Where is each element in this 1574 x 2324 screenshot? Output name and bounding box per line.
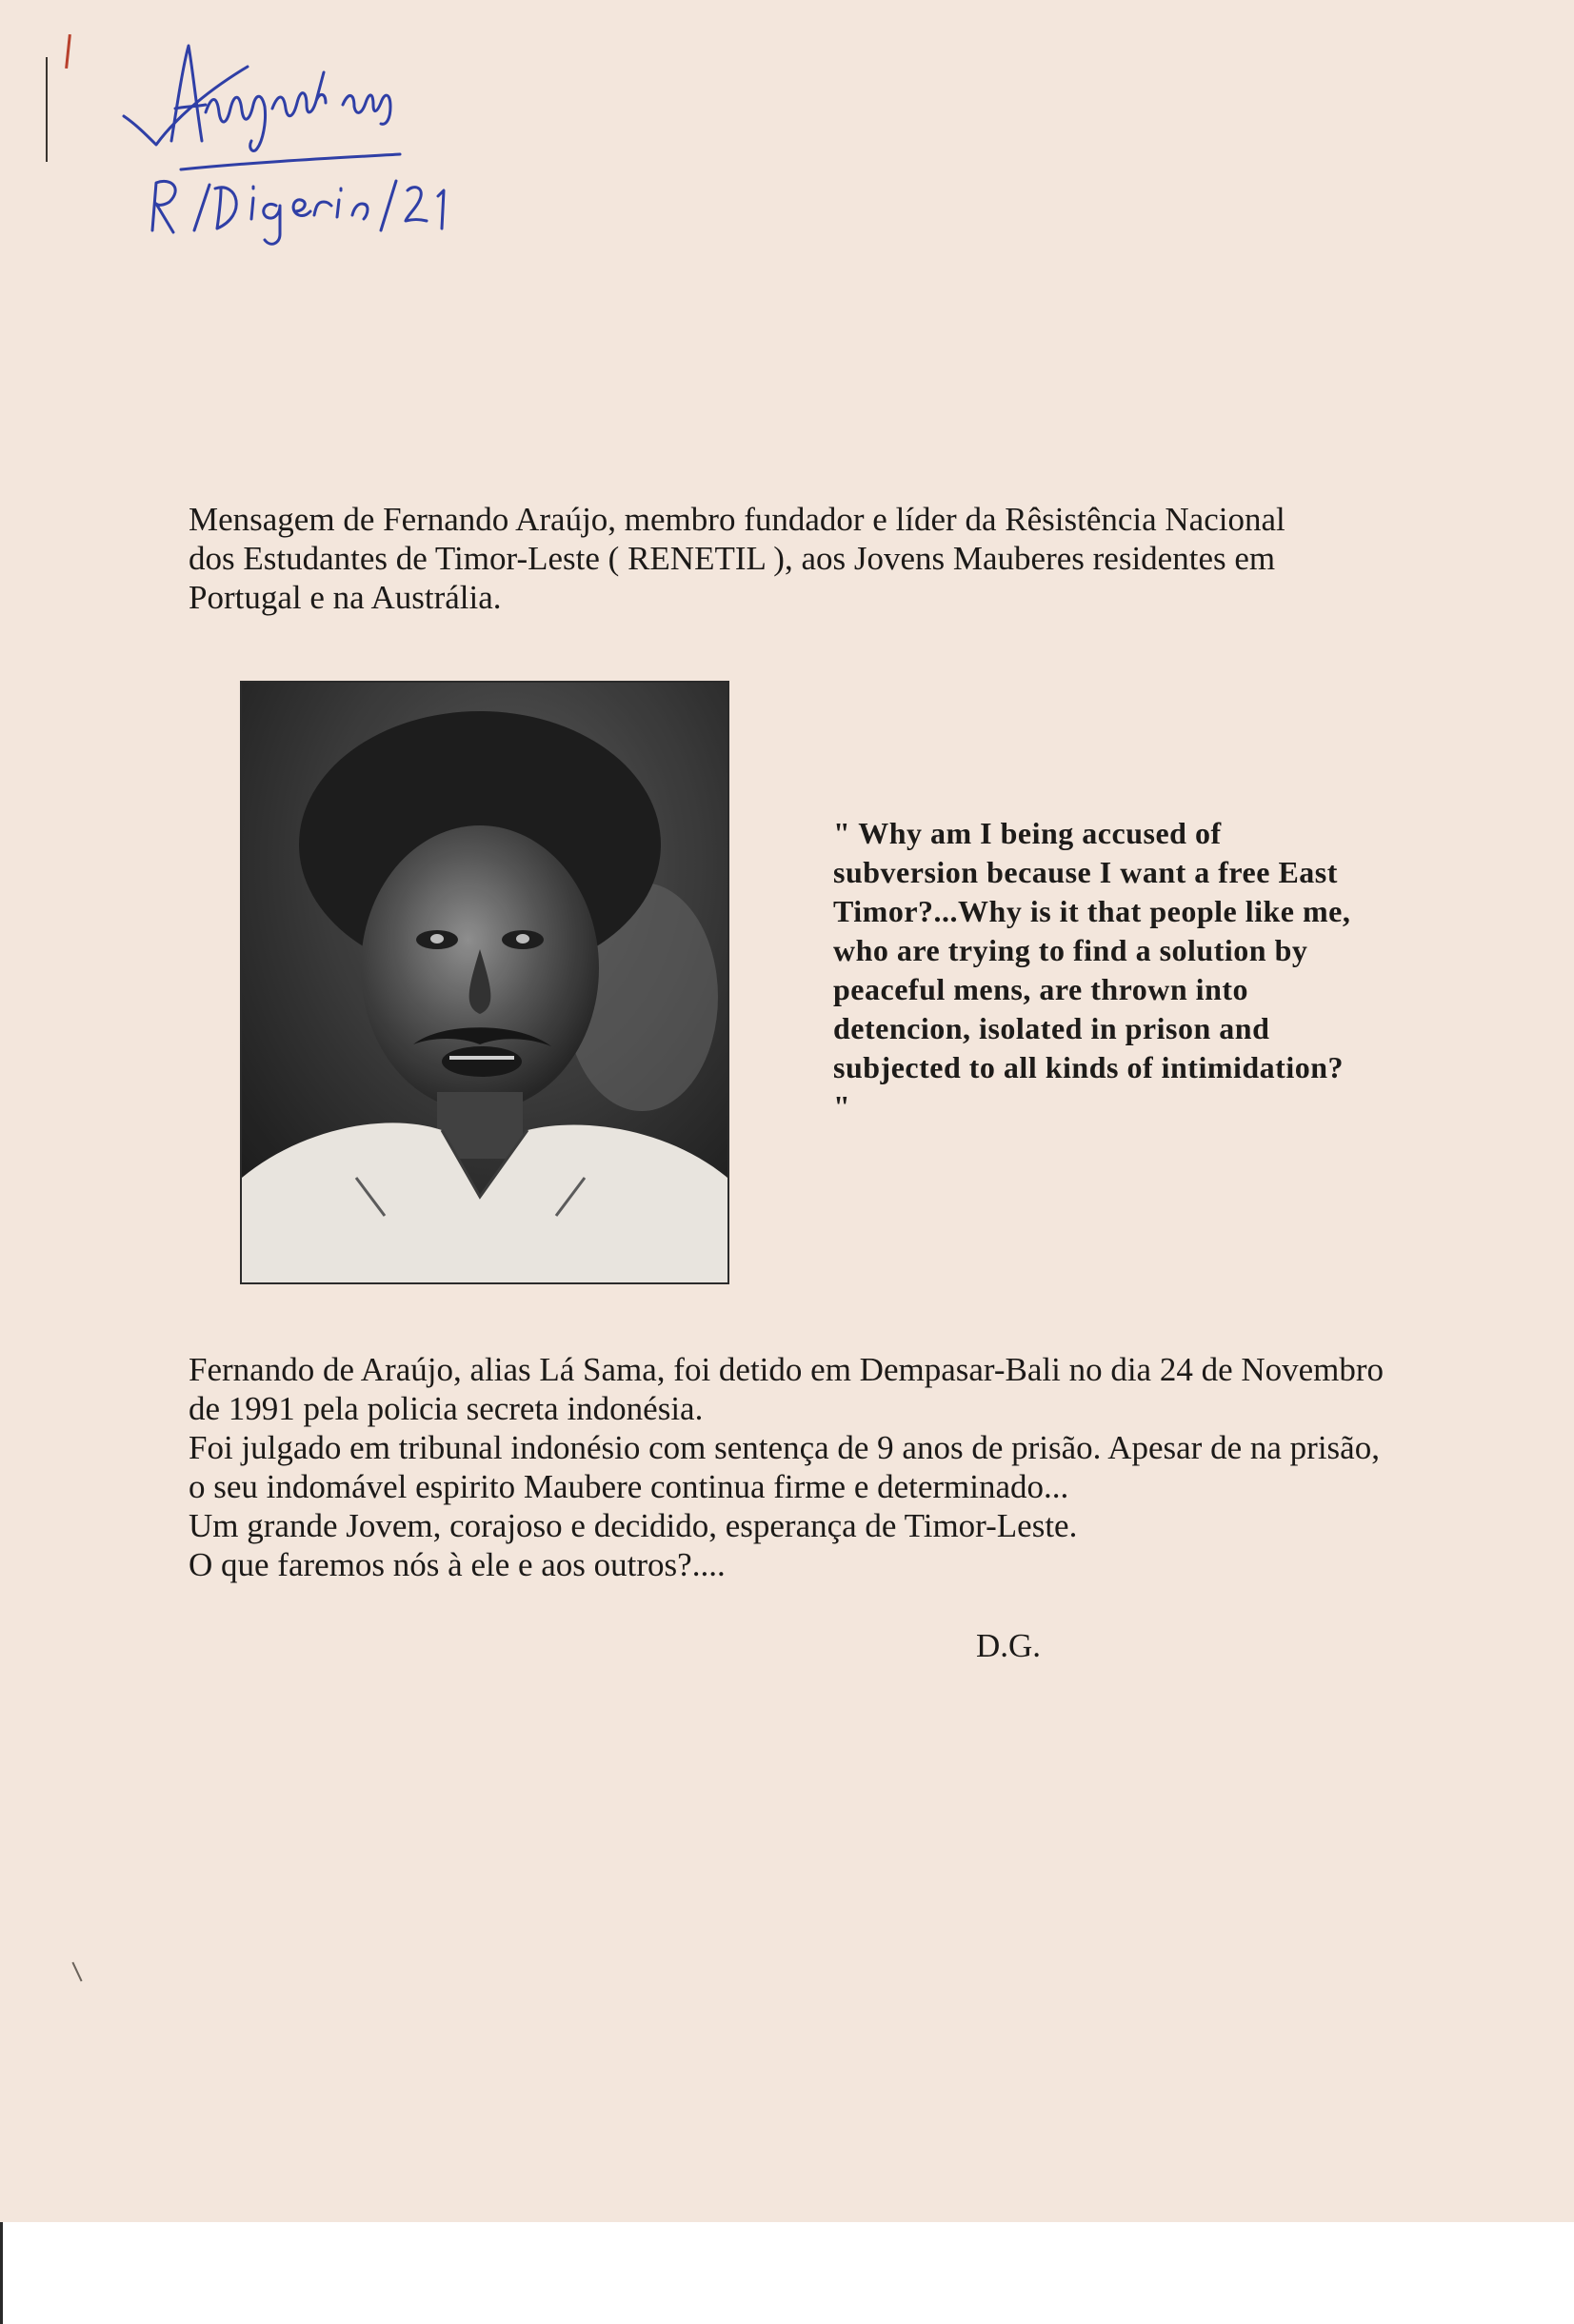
portrait-photo	[240, 681, 729, 1284]
scan-background	[0, 2222, 1574, 2324]
bio-line-4: O que faremos nós à ele e aos outros?....	[189, 1546, 726, 1583]
quote-block: " Why am I being accused of subversion because I want a free East Timor?...Why is it that people like me, who are trying to find a solution by peaceful mens, are thrown into detencion, isolated in prison and subjected to all kinds of intimidation? "	[833, 816, 1351, 1123]
margin-mark	[46, 57, 48, 162]
bio-line-1: Fernando de Araújo, alias Lá Sama, foi detido em Dempasar-Bali no dia 24 de Novembro de 1991 pela policia secreta indonésia.	[189, 1351, 1385, 1427]
intro-paragraph: Mensagem de Fernando Araújo, membro fundador e líder da Rêsistência Nacional dos Estudantes de Timor-Leste ( RENETIL ), aos Jovens Mauberes residentes em Portugal e na Austrália.	[189, 501, 1285, 616]
bio-line-3: Um grande Jovem, corajoso e decidido, esperança de Timor-Leste.	[189, 1507, 1078, 1544]
bio-line-2: Foi julgado em tribunal indonésio com sentença de 9 anos de prisão. Apesar de na prisão, o seu indomável espirito Maubere continua firme e determinado...	[189, 1429, 1380, 1505]
handwritten-annotation	[114, 29, 514, 257]
scan-edge	[0, 2222, 3, 2324]
signature-initials: D.G.	[976, 1627, 1042, 1664]
bio-paragraph	[189, 1350, 1388, 1584]
